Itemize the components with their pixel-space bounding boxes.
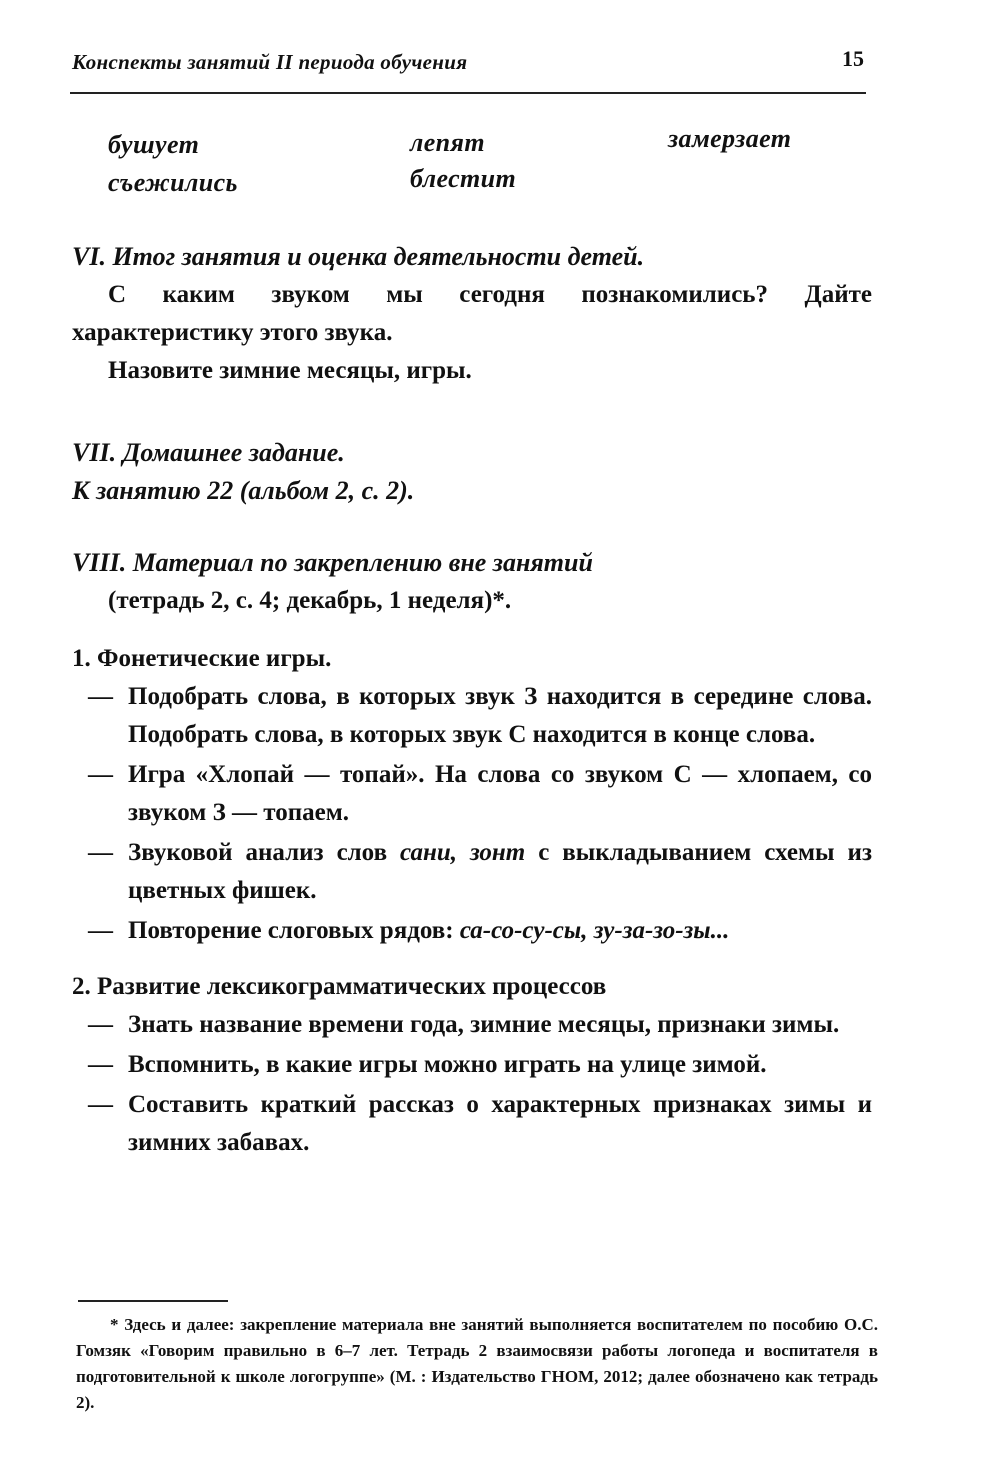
section-summary — [72, 238, 872, 390]
list-item-text: с выкладыванием схемы из цветных фишек. — [128, 839, 872, 904]
dash-marker: — — [88, 1091, 113, 1118]
footnote: * Здесь и далее: закрепление материала вне занятий выполняется воспитателем по пособию О.С. Гомзяк «Говорим правильно в 6–7 лет. Тетрадь 2 взаимосвязи работы логопеда и воспитателя в подготовительной к школе логогруппе» (М. : Издательство ГНОМ, 2012; далее обозначено как тетрадь 2). — [76, 1315, 878, 1412]
list-item — [72, 834, 872, 910]
word-list — [108, 124, 868, 208]
list-item-text: Звуковой анализ слов — [128, 839, 401, 866]
list-item-text: Вспомнить, в какие игры можно играть на улице зимой. — [128, 1051, 767, 1078]
list-item — [72, 1006, 872, 1044]
dash-marker: — — [88, 683, 113, 710]
dash-marker: — — [88, 761, 113, 788]
example-word: зонт — [469, 839, 526, 866]
page-number: 15 — [842, 46, 864, 71]
list-heading: 2. Развитие лексикограмматических процессов — [72, 973, 607, 1000]
list-heading: 1. Фонетические игры. — [72, 645, 332, 672]
word: съежились — [108, 168, 238, 197]
separator: , — [450, 839, 470, 866]
footnote-divider — [78, 1300, 228, 1302]
dash-marker: — — [88, 917, 113, 944]
running-header — [70, 44, 866, 94]
paragraph: Назовите зимние месяцы, игры. — [108, 357, 472, 384]
homework-reference: К занятию 22 (альбом 2, с. 2). — [72, 476, 415, 505]
word: бушует — [108, 130, 200, 159]
word: замерзает — [668, 124, 792, 153]
paragraph: С каким звуком мы сегодня познакомились? Дайте характеристику этого звука. — [72, 281, 872, 346]
list-item-text: Игра «Хлопай — топай». На слова со звуком С — хлопаем, со звуком З — топаем. — [128, 761, 872, 826]
list-item-text: Составить краткий рассказ о характерных признаках зимы и зимних забавах. — [128, 1091, 872, 1156]
list-item — [72, 756, 872, 832]
section-title: VIII. Материал по закреплению вне занятий — [72, 548, 593, 577]
word: блестит — [410, 164, 517, 193]
list-item — [72, 1046, 872, 1084]
example-word: сани — [400, 839, 451, 866]
section-homework — [72, 434, 872, 510]
list-item — [72, 678, 872, 754]
header-title: Конспекты занятий II периода обучения — [72, 50, 468, 74]
list-item-text: Подобрать слова, в которых звук З находится в середине слова. Подобрать слова, в которых звук С находится в конце слова. — [128, 683, 872, 748]
section-material — [72, 544, 872, 1164]
dash-marker: — — [88, 1011, 113, 1038]
list-item — [72, 912, 872, 950]
list-item-text: Знать название времени года, зимние месяцы, признаки зимы. — [128, 1011, 840, 1038]
dash-marker: — — [88, 839, 113, 866]
list-item-text: Повторение слоговых рядов: — [128, 917, 460, 944]
word: лепят — [410, 128, 485, 157]
dash-marker: — — [88, 1051, 113, 1078]
section-subtitle: (тетрадь 2, с. 4; декабрь, 1 неделя)*. — [108, 587, 512, 614]
section-title: VI. Итог занятия и оценка деятельности детей. — [72, 242, 645, 271]
list-item — [72, 1086, 872, 1162]
syllable-rows: са-со-су-сы, зу-за-зо-зы... — [459, 917, 730, 944]
section-title: VII. Домашнее задание. — [72, 438, 345, 467]
